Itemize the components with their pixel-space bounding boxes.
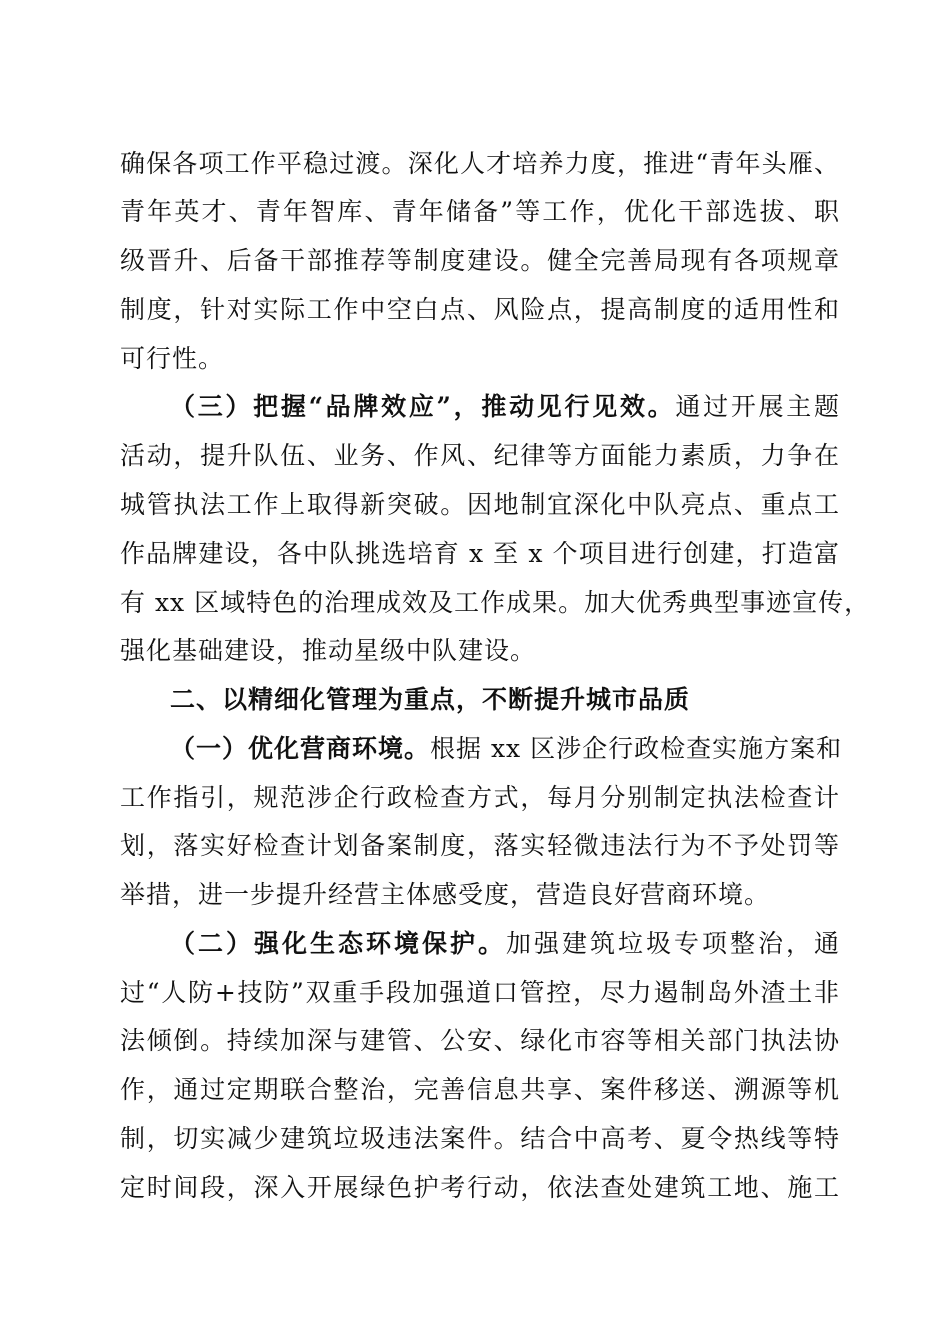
body-line: 作，通过定期联合整治，完善信息共享、案件移送、溯源等机 bbox=[120, 1075, 840, 1104]
body-line: 青年英才、青年智库、青年储备”等工作，优化干部选拔、职 bbox=[120, 197, 840, 226]
body-line: 定时间段，深入开展绿色护考行动，依法查处建筑工地、施工 bbox=[120, 1173, 840, 1202]
body-line: 有 xx 区域特色的治理成效及工作成果。加大优秀典型事迹宣传， bbox=[120, 588, 871, 617]
section-2-1-first-text: 根据 xx 区涉企行政检查实施方案和 bbox=[430, 734, 843, 763]
body-line: 级晋升、后备干部推荐等制度建设。健全完善局现有各项规章 bbox=[120, 246, 840, 275]
section-2-1-heading: （一）优化营商环境。 bbox=[170, 734, 431, 763]
body-line: 确保各项工作平稳过渡。深化人才培养力度，推进“青年头雁、 bbox=[120, 149, 840, 178]
section-2-2-heading: （二）强化生态环境保护。 bbox=[170, 929, 506, 958]
body-line: 可行性。 bbox=[120, 344, 225, 373]
section-3-heading: （三）把握“品牌效应”，推动见行见效。 bbox=[170, 392, 676, 421]
section-3-first-line bbox=[170, 387, 840, 427]
section-2-heading: 二、以精细化管理为重点，不断提升城市品质 bbox=[170, 685, 691, 714]
body-line: 制度，针对实际工作中空白点、风险点，提高制度的适用性和 bbox=[120, 295, 840, 324]
section-2-2-first-line bbox=[170, 924, 840, 964]
body-line: 工作指引，规范涉企行政检查方式，每月分别制定执法检查计 bbox=[120, 783, 840, 812]
body-line: 划，落实好检查计划备案制度，落实轻微违法行为不予处罚等 bbox=[120, 831, 840, 860]
section-2-1-first-line bbox=[170, 729, 843, 769]
body-line: 城管执法工作上取得新突破。因地制宜深化中队亮点、重点工 bbox=[120, 490, 840, 519]
body-line: 法倾倒。持续加深与建管、公安、绿化市容等相关部门执法协 bbox=[120, 1026, 840, 1055]
body-line: 过“人防+技防”双重手段加强道口管控，尽力遏制岛外渣土非 bbox=[120, 978, 840, 1007]
section-3-first-text: 通过开展主题 bbox=[675, 392, 840, 421]
body-line: 举措，进一步提升经营主体感受度，营造良好营商环境。 bbox=[120, 880, 771, 909]
body-line: 作品牌建设，各中队挑选培育 x 至 x 个项目进行创建，打造富 bbox=[120, 539, 840, 568]
body-line: 制，切实减少建筑垃圾违法案件。结合中高考、夏令热线等特 bbox=[120, 1124, 840, 1153]
body-line: 活动，提升队伍、业务、作风、纪律等方面能力素质，力争在 bbox=[120, 441, 840, 470]
section-2-2-first-text: 加强建筑垃圾专项整治，通 bbox=[506, 929, 840, 958]
body-line: 强化基础建设，推动星级中队建设。 bbox=[120, 636, 537, 665]
